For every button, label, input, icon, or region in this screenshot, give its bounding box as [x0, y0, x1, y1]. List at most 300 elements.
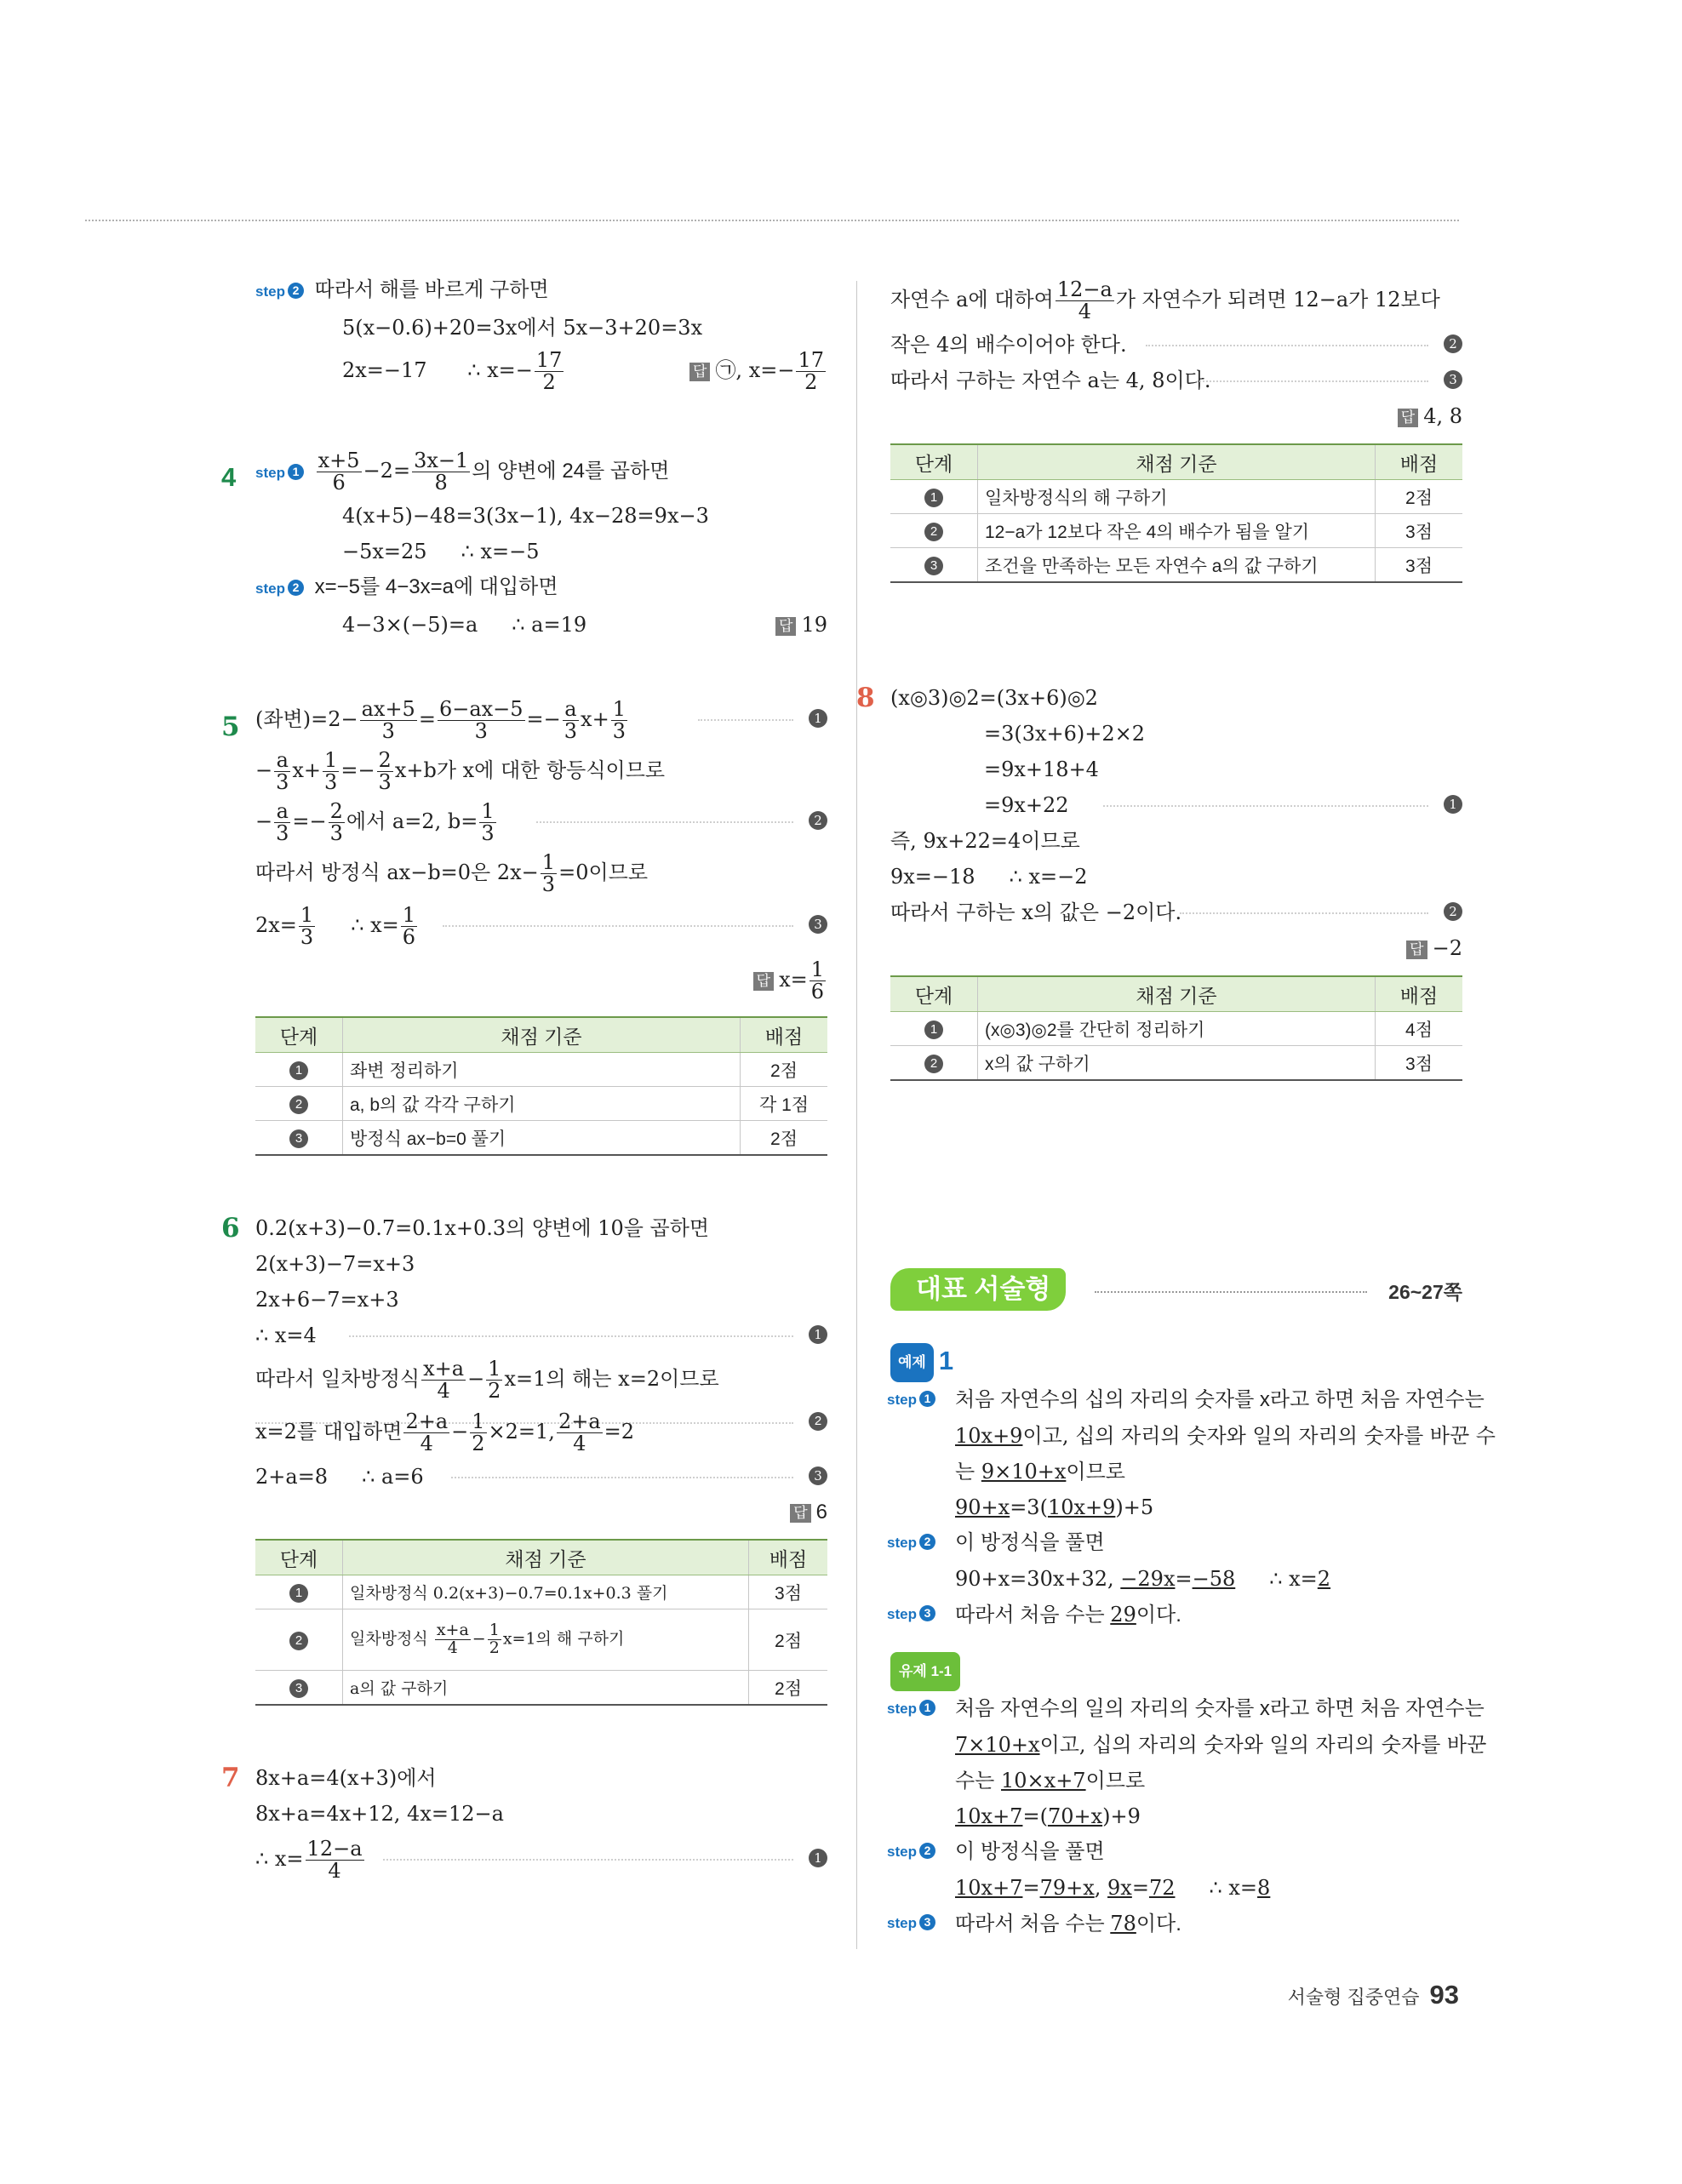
- p5-minus: −: [255, 809, 273, 833]
- example-number: 1: [938, 1346, 954, 1375]
- p7-line1: [221, 1760, 827, 1796]
- ex-line3: [890, 1454, 1462, 1489]
- ex-text: )+5: [1115, 1495, 1154, 1519]
- p8-sol: ∴ x=−2: [1009, 865, 1088, 889]
- p5-line2: [255, 745, 827, 796]
- step-label: step 2: [255, 283, 304, 300]
- sim-text: 이다.: [1136, 1912, 1181, 1935]
- p4-result: ∴ a=19: [512, 613, 587, 637]
- step-marker: 3: [924, 557, 943, 575]
- problem-number: 8: [856, 683, 875, 713]
- dotted-leader: [349, 1335, 793, 1337]
- fraction: $\frac{2+a}{4}$: [558, 1409, 601, 1455]
- problem-6: [221, 1210, 827, 1706]
- table-header: 채점 기준: [978, 976, 1376, 1012]
- answer-text: −2: [1432, 936, 1462, 960]
- fraction: $\frac{x+a}{4}$: [436, 1621, 469, 1657]
- underlined-blank: 7×10+x: [955, 1733, 1040, 1757]
- sim-line2: [890, 1727, 1487, 1763]
- ex-text: 이므로: [1066, 1460, 1125, 1484]
- table-header: 채점 기준: [343, 1017, 741, 1053]
- answer-text: 6: [815, 1501, 827, 1524]
- p6-line3: 2x+6−7=x+3: [255, 1288, 399, 1312]
- ex-text: 이다.: [1136, 1604, 1181, 1627]
- p5-line4: [255, 847, 827, 898]
- table-cell: 2점: [749, 1609, 828, 1671]
- table-cell: (x◎3)◎2를 간단히 정리하기: [978, 1012, 1376, 1046]
- step-label: step 2: [887, 1834, 935, 1870]
- table-header: 배점: [741, 1017, 828, 1053]
- p6-line2: 2(x+3)−7=x+3: [255, 1252, 415, 1276]
- problem-4: [221, 446, 827, 643]
- p7b-text: 자연수 a에 대하여: [890, 288, 1054, 312]
- step-marker: 3: [289, 1129, 308, 1148]
- section-title: 대표 서술형: [890, 1268, 1066, 1311]
- p7b-line1: [890, 272, 1462, 327]
- p5-term: x+: [292, 758, 322, 782]
- underlined-blank: 2: [1317, 1567, 1331, 1591]
- table-cell: 좌변 정리하기: [343, 1053, 741, 1087]
- scoring-table: [255, 1539, 827, 1706]
- p4-tail: 의 양변에 24를 곱하면: [472, 460, 670, 483]
- underlined-blank: 9x: [1107, 1876, 1132, 1900]
- p5-eq: =−: [526, 707, 561, 731]
- table-cell: 2점: [741, 1121, 828, 1156]
- problem-5: [221, 694, 827, 1156]
- dotted-leader: [383, 1859, 793, 1861]
- underlined-blank: 79+x: [1039, 1876, 1095, 1900]
- ex-line1: [887, 1382, 1485, 1418]
- dotted-leader: [1103, 805, 1428, 807]
- example-header: [890, 1343, 1462, 1382]
- p4-eq: −5x=25: [342, 540, 427, 563]
- ex-line2: [890, 1418, 1496, 1454]
- p4-line2: 4(x+5)−48=3(3x−1), 4x−28=9x−3: [342, 504, 709, 528]
- sim-line3: [890, 1763, 1462, 1798]
- similar-header: [890, 1652, 1462, 1691]
- table-header: 채점 기준: [978, 444, 1376, 480]
- dotted-leader: [1197, 380, 1428, 382]
- column-divider: [856, 281, 857, 1949]
- fraction: $\frac{1}{3}$: [324, 747, 338, 794]
- p4-line3: [255, 534, 827, 569]
- sim-text: ∴ x=: [1209, 1876, 1258, 1900]
- sim-text: )+9: [1102, 1804, 1141, 1828]
- sim-text: ,: [1094, 1876, 1101, 1900]
- left-column: [221, 272, 827, 1886]
- underlined-blank: 72: [1148, 1876, 1176, 1900]
- ex-text: 따라서 처음 수는: [955, 1604, 1105, 1627]
- table-cell: 2점: [749, 1671, 828, 1706]
- table-header: 단계: [255, 1540, 343, 1575]
- table-cell: 3점: [1376, 514, 1463, 548]
- table-header: 단계: [890, 444, 978, 480]
- banner-dashes: [1095, 1291, 1367, 1293]
- ex-line4: [890, 1489, 1462, 1525]
- right-column: [856, 272, 1462, 1084]
- section-pages: 26~27쪽: [1388, 1281, 1462, 1303]
- step-marker: 1: [1444, 795, 1462, 814]
- p8-line7: [890, 895, 1462, 930]
- fraction: $\frac{x+5}{6}$: [318, 448, 360, 495]
- sim-text: =: [1131, 1876, 1149, 1900]
- p8-eq: 9x=−18: [890, 865, 975, 889]
- step-circle: 1: [919, 1700, 935, 1716]
- footer-label: 서술형 집중연습: [1287, 1987, 1420, 2008]
- problem-8: [856, 680, 1462, 1081]
- p5-text: 에서 a=2, b=: [346, 809, 478, 833]
- sim-line4: [890, 1798, 1462, 1834]
- ex-line5: [887, 1525, 1462, 1561]
- step-marker: 1: [289, 1061, 308, 1080]
- cell-text: 일차방정식: [350, 1629, 428, 1649]
- p4-answer: [775, 607, 827, 643]
- table-cell: 12−a가 12보다 작은 4의 배수가 됨을 알기: [978, 514, 1376, 548]
- problem-number: 6: [221, 1213, 240, 1244]
- fraction: $\frac{1}{3}$: [481, 798, 495, 845]
- problem-number: 7: [221, 1763, 240, 1793]
- step-marker: 2: [924, 1055, 943, 1073]
- fraction: $\frac{1}{2}$: [489, 1621, 500, 1657]
- underlined-blank: 9×10+x: [981, 1460, 1067, 1484]
- fraction: $\frac{x+a}{4}$: [423, 1356, 465, 1403]
- top-dotted-rule: [85, 220, 1459, 221]
- p5-text: x+b가 x에 대한 항등식이므로: [394, 758, 666, 782]
- page-footer: [1288, 1980, 1459, 2010]
- sim-line6: [890, 1870, 1462, 1906]
- answer-text: 4, 8: [1423, 404, 1462, 428]
- table-cell: 일차방정식의 해 구하기: [978, 480, 1376, 514]
- p5-line1: [221, 694, 827, 745]
- table-row: [255, 1121, 827, 1156]
- table-cell: x의 값 구하기: [978, 1046, 1376, 1081]
- sim-text: =(: [1022, 1804, 1048, 1828]
- underlined-blank: 10x+9: [955, 1424, 1023, 1448]
- problem-7: [221, 1760, 827, 1886]
- problem-7-continuation: [890, 272, 1462, 583]
- step-circle: 2: [919, 1534, 935, 1550]
- table-row: [890, 514, 1462, 548]
- p5-answer: [255, 952, 827, 1008]
- p7-line3: [255, 1832, 827, 1886]
- p6-sol: ∴ x=4: [255, 1324, 317, 1347]
- answer-badge: 답: [1398, 409, 1418, 427]
- fraction: $\frac{ax+5}{3}$: [361, 696, 415, 743]
- step-marker: 1: [289, 1584, 308, 1603]
- fraction: $\frac{6-ax-5}{3}$: [438, 696, 523, 743]
- ex-text: 이고, 십의 자리의 숫자와 일의 자리의 숫자를 바꾼 수: [1022, 1424, 1496, 1448]
- underlined-blank: 10x+7: [955, 1876, 1023, 1900]
- fraction: $\frac{1}{3}$: [300, 902, 314, 949]
- p4-eq2: 4−3×(−5)=a: [342, 613, 478, 637]
- table-cell: 4점: [1376, 1012, 1463, 1046]
- p7b-line2: [890, 327, 1462, 363]
- table-cell: 2점: [1376, 480, 1463, 514]
- sim-line1: [887, 1691, 1485, 1727]
- p5-eq: =−: [340, 758, 375, 782]
- table-header: 배점: [1376, 976, 1463, 1012]
- underlined-blank: 10×x+7: [1001, 1769, 1086, 1792]
- table-header: 배점: [749, 1540, 828, 1575]
- step-marker: 2: [924, 523, 943, 541]
- p4-line5: [255, 607, 827, 643]
- p5-lhs: (좌변)=2−: [255, 707, 358, 731]
- p3-text: 따라서 해를 바르게 구하면: [314, 278, 549, 301]
- table-row: [890, 480, 1462, 514]
- step-circle: 2: [288, 580, 304, 596]
- p8-line1: [856, 680, 1462, 716]
- p8-line4: [890, 787, 1462, 823]
- p3-line1: [255, 272, 827, 310]
- similar-badge: 유제 1-1: [890, 1652, 960, 1691]
- p6-sol: ∴ a=6: [362, 1465, 424, 1489]
- step-marker: 1: [924, 489, 943, 507]
- problem-number: 5: [221, 712, 240, 742]
- step-circle: 1: [288, 464, 304, 480]
- p5-eq: 2x=: [255, 913, 297, 937]
- p7b-line3: [890, 363, 1462, 398]
- p6-line1: [221, 1210, 827, 1246]
- table-header: 단계: [890, 976, 978, 1012]
- p6-minus: −: [451, 1420, 469, 1444]
- fraction: $\frac{1}{2}$: [488, 1356, 501, 1403]
- underlined-blank: 10x+9: [1047, 1495, 1116, 1519]
- p6-line4: [255, 1318, 827, 1353]
- p5-line3: [255, 796, 827, 847]
- step-marker: 1: [924, 1021, 943, 1039]
- table-row: [255, 1053, 827, 1087]
- p4-text: x=−5를 4−3x=a에 대입하면: [314, 575, 558, 598]
- p3-line2: 5(x−0.6)+20=3x에서 5x−3+20=3x: [342, 316, 703, 340]
- p3-therefore: ∴ x=−: [467, 358, 533, 382]
- step-marker: 3: [809, 915, 827, 934]
- step-label: step 3: [887, 1597, 935, 1632]
- p3-eq: 2x=−17: [342, 358, 427, 382]
- answer-badge: 답: [790, 1504, 810, 1523]
- table-row: [255, 1087, 827, 1121]
- fraction: $\frac{a}{3}$: [276, 747, 289, 794]
- answer-badge: 답: [753, 972, 774, 991]
- table-row: [890, 1046, 1462, 1081]
- fraction: $\frac{17}{2}$: [535, 347, 563, 394]
- table-cell: 조건을 만족하는 모든 자연수 a의 값 구하기: [978, 548, 1376, 583]
- step-marker: 3: [289, 1679, 308, 1698]
- step-marker: 2: [809, 1412, 827, 1431]
- fraction: $\frac{1}{3}$: [541, 849, 556, 896]
- step-marker: 3: [1444, 370, 1462, 389]
- problem-number: 4: [221, 462, 237, 492]
- step-circle: 2: [919, 1843, 935, 1859]
- step-marker: 3: [809, 1466, 827, 1485]
- sim-text: 이 방정식을 풀면: [955, 1840, 1105, 1863]
- answer-text: x=: [779, 968, 808, 992]
- p5-line5: [255, 898, 827, 952]
- ex-text: 는: [955, 1460, 975, 1484]
- table-header: 단계: [255, 1017, 343, 1053]
- scoring-table: [255, 1016, 827, 1156]
- p3-answer: [689, 346, 827, 395]
- sim-line5: [887, 1834, 1462, 1870]
- p5-text: 따라서 방정식 ax−b=0은 2x−: [255, 860, 539, 884]
- ex-text: =: [1175, 1567, 1193, 1591]
- p5-eq: =: [418, 707, 436, 731]
- step-marker: 2: [809, 811, 827, 830]
- p8-line6: [890, 859, 1462, 895]
- step-label: step 1: [887, 1382, 935, 1418]
- fraction: $\frac{3x-1}{8}$: [414, 448, 469, 495]
- table-header: 배점: [1376, 444, 1463, 480]
- table-cell: 3점: [749, 1575, 828, 1609]
- answer-text: 19: [801, 613, 827, 637]
- table-cell: a, b의 값 각각 구하기: [343, 1087, 741, 1121]
- sim-text: 따라서 처음 수는: [955, 1912, 1105, 1935]
- fraction: $\frac{17}{2}$: [798, 347, 824, 394]
- step-label: step 2: [255, 580, 304, 597]
- dotted-leader: [443, 925, 793, 927]
- p6-text: 0.2(x+3)−0.7=0.1x+0.3의 양변에 10을 곱하면: [255, 1216, 710, 1240]
- fraction: $\frac{a}{3}$: [276, 798, 289, 845]
- sim-text: 수는: [955, 1769, 995, 1792]
- table-row: [255, 1671, 827, 1706]
- dotted-leader: [536, 821, 793, 823]
- underlined-blank: 78: [1110, 1912, 1136, 1935]
- answer-badge: 답: [689, 363, 710, 381]
- table-row: [255, 1575, 827, 1609]
- step-marker: 1: [809, 1325, 827, 1344]
- example-badge: 예제: [890, 1343, 934, 1382]
- table-cell: 각 1점: [741, 1087, 828, 1121]
- table-cell: 일차방정식 0.2(x+3)−0.7=0.1x+0.3 풀기: [343, 1575, 749, 1609]
- sim-text: =: [1022, 1876, 1040, 1900]
- answer-badge: 답: [1406, 940, 1427, 959]
- step-circle: 3: [919, 1605, 935, 1621]
- p4-line4: [255, 569, 827, 607]
- underlined-blank: 70+x: [1047, 1804, 1103, 1828]
- table-row: [890, 548, 1462, 583]
- table-cell: 3점: [1376, 1046, 1463, 1081]
- step-label: step 2: [887, 1525, 935, 1561]
- p7-text: 8x+a=4(x+3)에서: [255, 1766, 437, 1790]
- ex-text: ∴ x=: [1269, 1567, 1318, 1591]
- dotted-leader: [451, 1477, 793, 1478]
- step-marker: 2: [289, 1632, 308, 1650]
- fraction: $\frac{1}{2}$: [472, 1409, 485, 1455]
- step-marker: 1: [809, 709, 827, 728]
- underlined-blank: −29x: [1120, 1567, 1176, 1591]
- underlined-blank: 8: [1257, 1876, 1271, 1900]
- p6-text: x=1의 해는 x=2이므로: [504, 1367, 719, 1391]
- ex-line6: [890, 1561, 1462, 1597]
- dotted-leader: [698, 719, 793, 721]
- scoring-table: [890, 443, 1462, 583]
- p4-sol: ∴ x=−5: [461, 540, 540, 563]
- p6-eq: 2+a=8: [255, 1465, 329, 1489]
- cell-text: −: [472, 1629, 486, 1649]
- p7b-answer: [890, 398, 1462, 435]
- fraction: $\frac{a}{3}$: [564, 696, 578, 743]
- ex-text: 이 방정식을 풀면: [955, 1531, 1105, 1554]
- dotted-leader: [1146, 345, 1428, 346]
- p8-eq: (x◎3)◎2=(3x+6)◎2: [890, 686, 1098, 710]
- answer-text: ㉠, x=−: [715, 358, 795, 382]
- ex-text: 처음 자연수의 십의 자리의 숫자를 x라고 하면 처음 자연수는: [955, 1388, 1485, 1411]
- step-marker: 2: [1444, 334, 1462, 353]
- fraction: $\frac{2}{3}$: [378, 747, 392, 794]
- p7-line2: 8x+a=4x+12, 4x=12−a: [255, 1802, 504, 1826]
- dotted-leader: [1180, 912, 1428, 914]
- step-circle: 1: [919, 1391, 935, 1407]
- p4-mid: −2=: [363, 459, 411, 483]
- ex-line7: [887, 1597, 1462, 1633]
- underlined-blank: 90+x: [955, 1495, 1010, 1519]
- fraction: $\frac{1}{6}$: [810, 957, 824, 1004]
- fraction: $\frac{12-a}{4}$: [1056, 277, 1113, 323]
- p7-sol: ∴ x=: [255, 1847, 304, 1871]
- p6-answer: [255, 1495, 827, 1530]
- p4-line1: [221, 446, 827, 498]
- table-cell: 방정식 ax−b=0 풀기: [343, 1121, 741, 1156]
- fraction: $\frac{12-a}{4}$: [306, 1836, 363, 1883]
- p5-sol: ∴ x=: [351, 913, 399, 937]
- p5-eq: =−: [292, 809, 327, 833]
- table-header: 채점 기준: [343, 1540, 749, 1575]
- underlined-blank: −58: [1192, 1567, 1236, 1591]
- p8-line2: =3(3x+6)+2×2: [984, 722, 1146, 746]
- step-marker: 2: [289, 1095, 308, 1114]
- sim-line7: [887, 1906, 1462, 1942]
- example-block: [887, 1343, 1496, 1942]
- fraction: $\frac{2+a}{4}$: [405, 1409, 449, 1455]
- cell-text: x=1의 해 구하기: [502, 1629, 625, 1649]
- p6-text: 따라서 일차방정식: [255, 1367, 420, 1391]
- p8-line3: =9x+18+4: [984, 758, 1099, 781]
- p7b-text: 따라서 구하는 자연수 a는 4, 8이다.: [890, 369, 1211, 392]
- step-label: step 1: [887, 1691, 935, 1727]
- step-circle: 3: [919, 1914, 935, 1930]
- fraction: $\frac{1}{6}$: [402, 902, 416, 949]
- p6-minus: −: [467, 1367, 485, 1391]
- underlined-blank: 29: [1110, 1603, 1136, 1627]
- section-banner: [890, 1268, 1462, 1318]
- p5-text: =0이므로: [558, 860, 649, 884]
- ex-text: 90+x=30x+32,: [955, 1567, 1114, 1591]
- table-cell: 3점: [1376, 548, 1463, 583]
- p8-line5: 즉, 9x+22=4이므로: [890, 829, 1080, 853]
- problem-3-continuation: [255, 272, 827, 395]
- step-label: step 3: [887, 1906, 935, 1941]
- p3-line3: [255, 346, 827, 395]
- table-cell: 2점: [741, 1053, 828, 1087]
- sim-text: 처음 자연수의 일의 자리의 숫자를 x라고 하면 처음 자연수는: [955, 1697, 1485, 1720]
- table-cell: a의 값 구하기: [343, 1671, 749, 1706]
- step-label: step 1: [255, 465, 304, 481]
- ex-text: =3(: [1010, 1495, 1048, 1519]
- step-marker: 2: [1444, 902, 1462, 921]
- fraction: $\frac{1}{3}$: [612, 696, 626, 743]
- p8-text: 따라서 구하는 x의 값은 −2이다.: [890, 900, 1182, 924]
- p8-answer: [890, 930, 1462, 967]
- p5-minus: −: [255, 758, 273, 782]
- p7b-text: 가 자연수가 되려면 12−a가 12보다: [1115, 288, 1440, 312]
- underlined-blank: 10x+7: [955, 1804, 1023, 1828]
- p6-line5: [255, 1353, 827, 1404]
- p6-eq: =2: [604, 1420, 635, 1444]
- p5-term: x+: [581, 707, 609, 731]
- table-cell: [343, 1609, 749, 1671]
- p6-text: ×2=1,: [488, 1420, 555, 1444]
- scoring-table: [890, 975, 1462, 1081]
- step-marker: 1: [809, 1849, 827, 1867]
